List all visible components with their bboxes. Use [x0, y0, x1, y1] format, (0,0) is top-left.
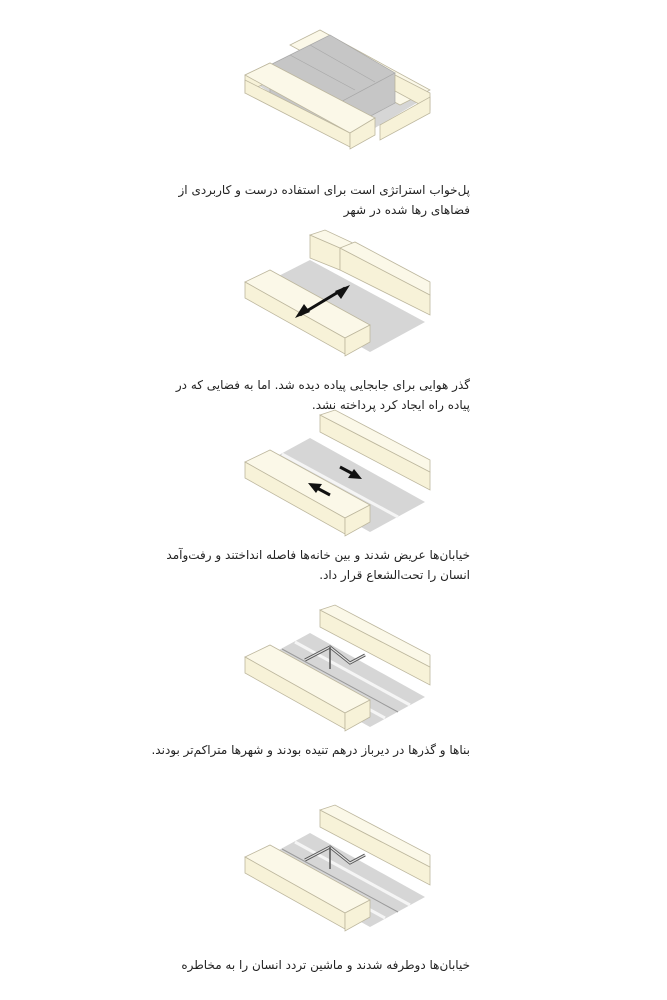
caption-1: پل‌خواب استراتژی است برای استفاده درست و کاربردی از فضاهای رها شده در شهر	[178, 183, 470, 217]
caption-4: بناها و گذرها در دیرباز درهم تنیده بودند و شهرها متراکم‌تر بودند.	[151, 743, 470, 757]
caption-2: گذر هوایی برای جابجایی پیاده دیده شد. اما به فضایی که در پیاده راه ایجاد کرد پرداخته نشد.	[175, 378, 470, 412]
two-way-street-icon	[230, 410, 440, 540]
overpass-danger-icon	[230, 805, 440, 935]
caption-5: خیابان‌ها دوطرفه شدند و ماشین تردد انسان را به مخاطره	[181, 958, 470, 972]
overpass-bridge-icon	[230, 605, 440, 735]
caption-3: خیابان‌ها عریض شدند و بین خانه‌ها فاصله انداختند و رفت‌وآمد انسان را تحت‌الشعاع قرار داد.	[166, 548, 470, 582]
gray-blocks-city-icon	[230, 25, 440, 155]
pedestrian-path-icon	[230, 230, 440, 360]
